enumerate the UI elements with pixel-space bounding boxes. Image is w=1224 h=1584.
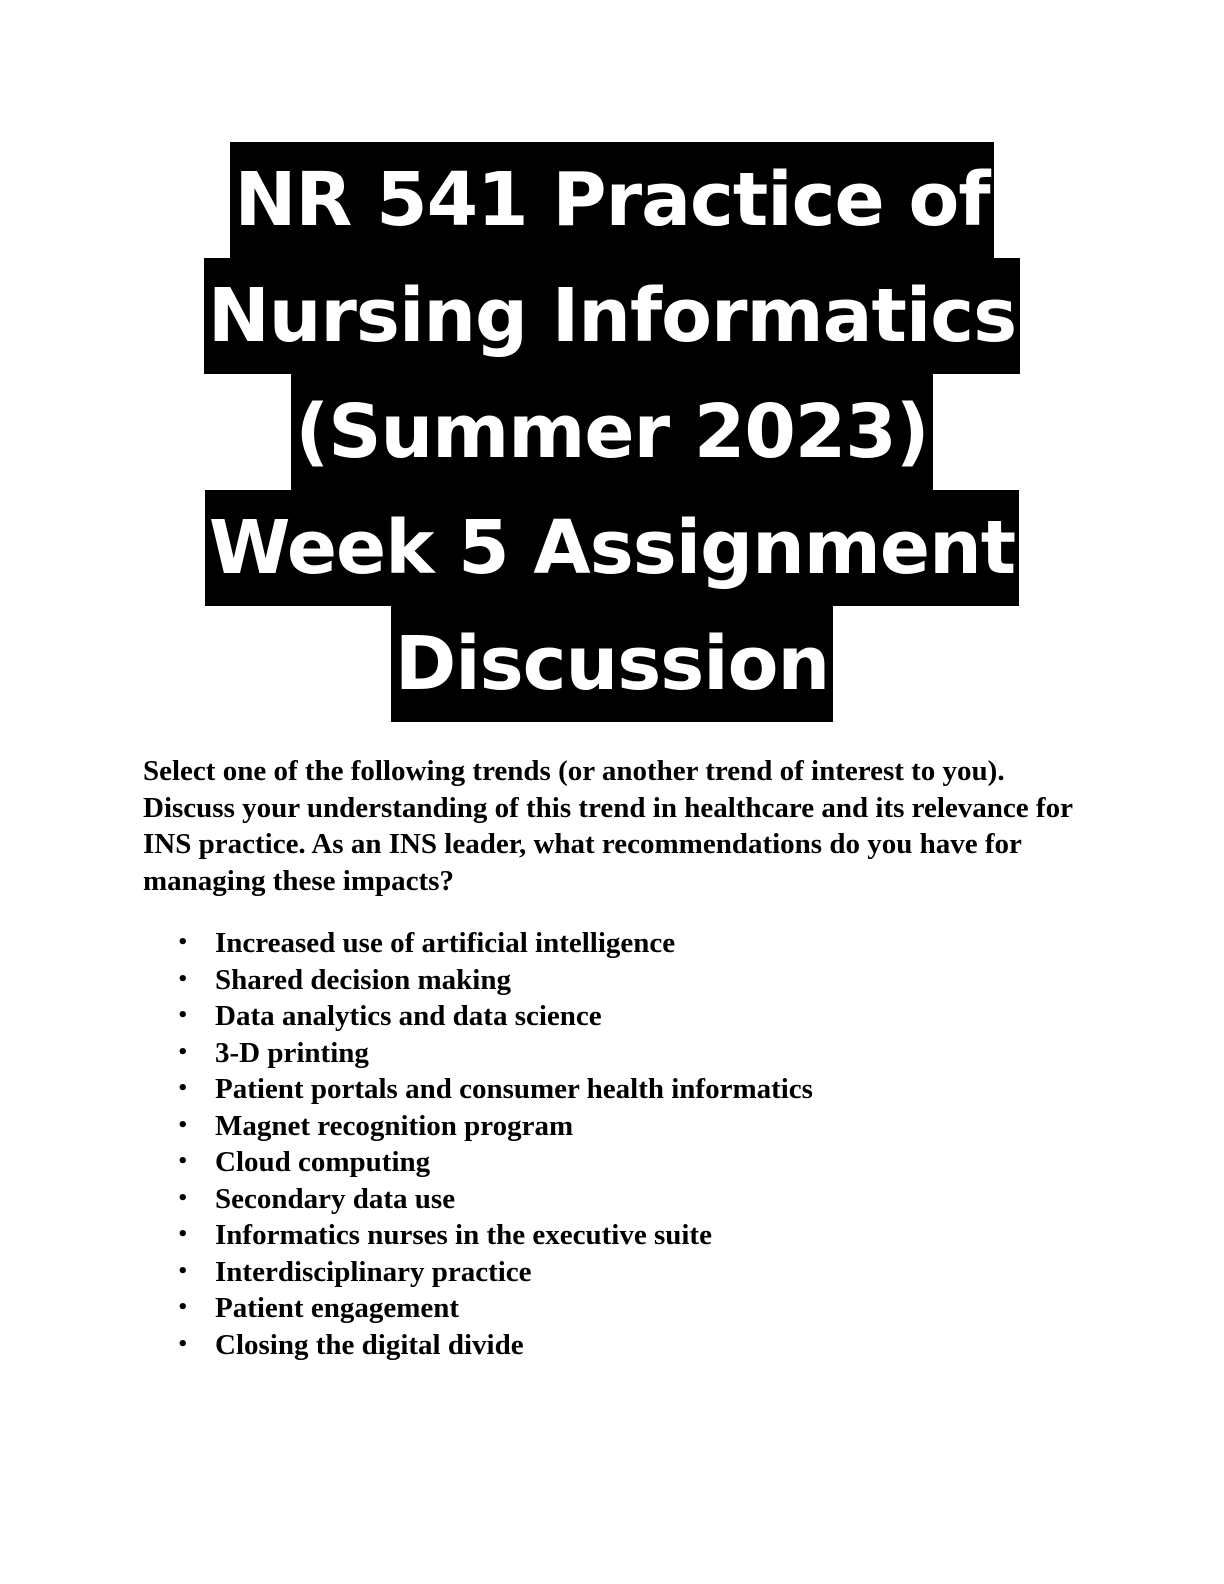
bullet-icon: • — [177, 1041, 189, 1063]
bullet-icon: • — [177, 1187, 189, 1209]
trend-label: 3-D printing — [215, 1036, 369, 1069]
assignment-prompt: Select one of the following trends (or another trend of interest to you). Discuss your understanding of this trend in healthcare and its relevance for INS practice. As an INS leader, what recommendations do you have for managing these impacts? — [143, 755, 1073, 897]
trend-label: Cloud computing — [215, 1146, 431, 1178]
trend-list — [177, 925, 1095, 1363]
list-item — [177, 1071, 1095, 1108]
trend-label: Interdisciplinary practice — [215, 1255, 532, 1288]
trend-label: Shared decision making — [215, 963, 511, 996]
list-item — [177, 1290, 1095, 1327]
list-item — [177, 998, 1095, 1035]
title-line — [0, 142, 1224, 258]
bullet-icon: • — [177, 1333, 189, 1355]
title-line-text: Week 5 Assignment — [205, 490, 1019, 606]
trend-label: Magnet recognition program — [215, 1109, 574, 1142]
list-item — [177, 1254, 1095, 1291]
trend-label: Increased use of artificial intelligence — [215, 927, 676, 959]
bullet-icon: • — [177, 1114, 189, 1136]
title-line-text: Discussion — [391, 606, 833, 722]
title-line — [0, 490, 1224, 606]
list-item — [177, 1035, 1095, 1072]
list-item — [177, 1108, 1095, 1145]
list-item — [177, 962, 1095, 999]
list-item — [177, 1181, 1095, 1218]
list-item — [177, 925, 1095, 962]
title-line — [0, 606, 1224, 722]
title-line — [0, 258, 1224, 374]
trend-label: Data analytics and data science — [215, 1000, 602, 1032]
title-line-text: NR 541 Practice of — [230, 142, 993, 258]
list-item — [177, 1217, 1095, 1254]
bullet-icon: • — [177, 968, 189, 990]
bullet-icon: • — [177, 1297, 189, 1318]
title-line — [0, 374, 1224, 490]
title-line-text: (Summer 2023) — [291, 374, 932, 490]
bullet-icon: • — [177, 932, 189, 953]
list-item — [177, 1144, 1095, 1181]
bullet-icon: • — [177, 1224, 189, 1245]
title-line-text: Nursing Informatics — [204, 258, 1020, 374]
document-title — [0, 142, 1224, 722]
bullet-icon: • — [177, 1260, 189, 1282]
bullet-icon: • — [177, 1151, 189, 1172]
trend-label: Informatics nurses in the executive suite — [215, 1219, 712, 1251]
bullet-icon: • — [177, 1005, 189, 1026]
trend-label: Secondary data use — [215, 1182, 456, 1215]
trend-label: Closing the digital divide — [215, 1328, 524, 1361]
list-item — [177, 1327, 1095, 1364]
bullet-icon: • — [177, 1078, 189, 1099]
trend-label: Patient engagement — [215, 1292, 460, 1324]
trend-label: Patient portals and consumer health informatics — [215, 1073, 813, 1105]
